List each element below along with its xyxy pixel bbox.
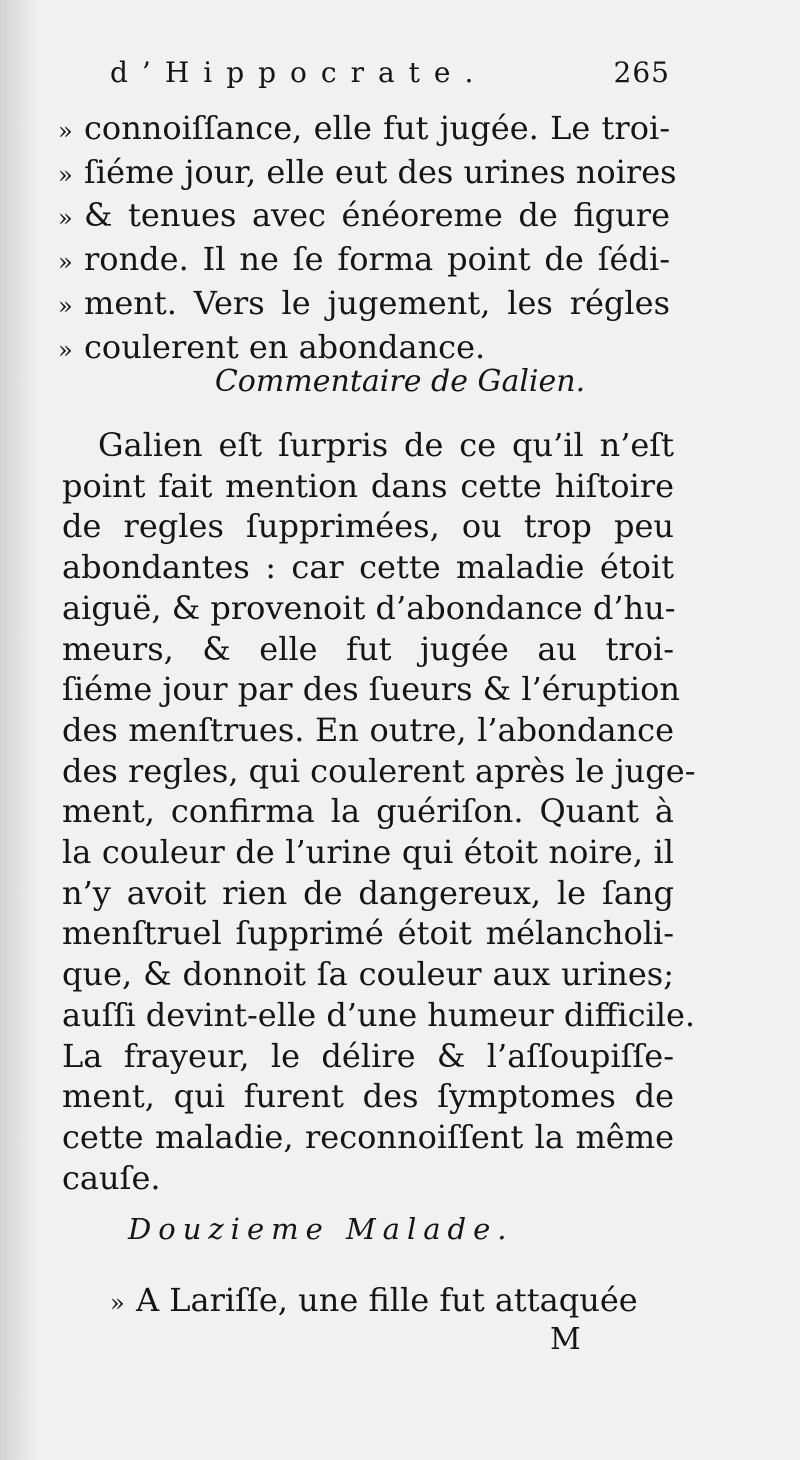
text-line: menſtruel ſupprimé étoit mélancholi- (62, 914, 674, 953)
text-line: des menſtrues. En outre, l’abondance (62, 710, 674, 749)
case-text (58, 108, 677, 370)
text-line: des regles, qui coulerent après le juge- (62, 751, 696, 790)
text-line: Galien eſt ſurpris de ce qu’il n’eſt (98, 426, 674, 464)
quote-mark: » (58, 204, 73, 233)
text-line: n’y avoit rien de dangereux, le ſang (62, 873, 674, 912)
text-line: » ſiéme jour, elle eut des urines noires (58, 152, 670, 196)
text-line: abondantes : car cette maladie étoit (62, 548, 674, 587)
text-line: » connoiſſance, elle fut jugée. Le troi- (58, 108, 670, 152)
quote-mark: » (58, 291, 73, 320)
text-line: » & tenues avec énéoreme de figure (58, 195, 670, 239)
quote-mark: » (58, 160, 73, 189)
text-line: auſſi devint-elle d’une humeur difficile. (62, 995, 696, 1034)
commentary-heading: Commentaire de Galien. (214, 364, 586, 399)
signature-mark: M (550, 1322, 581, 1357)
quote-mark: » (58, 248, 73, 277)
text-line: ſiéme jour par des ſueurs & l’éruption (62, 670, 681, 709)
text-line: ment, confirma la guériſon. Quant à (62, 792, 674, 831)
text-line: que, & donnoit ſa couleur aux urines; (62, 955, 674, 994)
page-edge-shadow (0, 0, 40, 1460)
text-line: de regles ſupprimées, ou trop peu (62, 507, 674, 546)
running-header (110, 56, 670, 89)
text-line: » A Lariſſe, une fille fut attaquée (110, 1280, 668, 1324)
commentary-text (62, 425, 696, 1198)
section-heading: Douzieme Malade. (128, 1212, 514, 1246)
next-case-text (110, 1280, 668, 1324)
text-line: aiguë, & provenoit d’abondance d’hu- (62, 588, 676, 627)
text-line: meurs, & elle fut jugée au troi- (62, 629, 674, 668)
text-line: La frayeur, le délire & l’aſſoupiſſe- (62, 1036, 674, 1075)
quote-mark: » (58, 335, 73, 364)
text-line: » ment. Vers le jugement, les régles (58, 283, 670, 327)
quote-mark: » (110, 1289, 125, 1317)
text-line: point fait mention dans cette hiſtoire (62, 466, 674, 505)
text-line: » coulerent en abondance. (58, 327, 670, 371)
page-number: 265 (613, 56, 670, 89)
text-line: cauſe. (62, 1158, 161, 1197)
text-line: la couleur de l’urine qui étoit noire, il (62, 833, 674, 872)
text-line: ment, qui furent des ſymptomes de (62, 1077, 674, 1116)
running-title: d’Hippocrate. (110, 56, 488, 89)
quote-mark: » (58, 117, 73, 145)
text-line: cette maladie, reconnoiſſent la même (62, 1117, 674, 1156)
text-line: » ronde. Il ne ſe forma point de ſédi- (58, 239, 670, 283)
